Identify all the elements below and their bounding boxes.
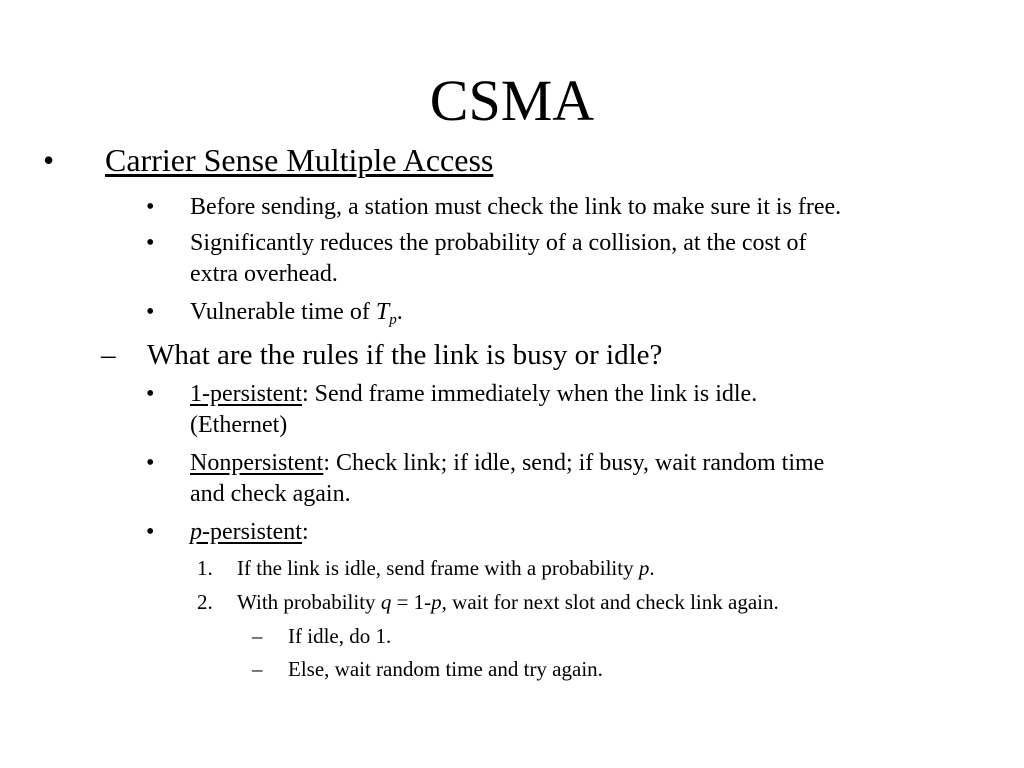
slide-title: CSMA <box>429 68 595 133</box>
step-text-part: With probability <box>237 590 381 614</box>
list-item-text <box>190 379 757 410</box>
bullet-marker: • <box>146 194 155 220</box>
list-item-text: Significantly reduces the probability of a collision, at the cost of <box>190 230 807 256</box>
text-suffix: : <box>301 519 309 545</box>
dash-marker: – <box>101 339 116 371</box>
step-text-part: If the link is idle, send frame with a probability <box>237 556 639 580</box>
list-item-text-continued: (Ethernet) <box>190 412 288 438</box>
subscript-p: p <box>389 312 397 328</box>
term-p-persistent <box>190 519 302 545</box>
list-item-text: Before sending, a station must check the link to make sure it is free. <box>190 194 842 220</box>
dash-marker: – <box>252 624 263 648</box>
bullet-marker: • <box>43 142 55 178</box>
variable-p: p <box>431 590 442 614</box>
variable-p: p <box>638 556 650 580</box>
heading-text: Carrier Sense Multiple Access <box>105 142 494 178</box>
step-text-part: = 1- <box>391 590 432 614</box>
bullet-marker: • <box>146 230 155 256</box>
list-item-text <box>190 448 824 479</box>
variable-T: T <box>375 299 390 325</box>
step-text-end: . <box>649 556 655 580</box>
list-item-text <box>190 297 403 336</box>
text-prefix: Vulnerable time of <box>190 299 376 325</box>
bullet-marker: • <box>146 450 155 476</box>
rule-text: : Check link; if idle, send; if busy, wait random time <box>323 450 825 476</box>
step-text <box>237 554 655 582</box>
list-item-text-continued: and check again. <box>190 481 351 507</box>
list-item-text-continued: extra overhead. <box>190 261 338 287</box>
term-nonpersistent: Nonpersistent <box>190 450 324 476</box>
variable-p: p <box>190 519 202 545</box>
step-number: 2. <box>197 590 213 614</box>
bullet-marker: • <box>146 299 155 325</box>
variable-q: q <box>380 590 392 614</box>
rule-text: : Send frame immediately when the link is idle. <box>301 381 758 407</box>
dash-marker: – <box>252 657 263 681</box>
term-text: -persistent <box>202 519 302 545</box>
bullet-marker: • <box>146 381 155 407</box>
sub-item-text: If idle, do 1. <box>288 624 392 648</box>
step-number: 1. <box>197 556 213 580</box>
step-text-part: , wait for next slot and check link again. <box>441 590 779 614</box>
list-item-text <box>190 517 309 548</box>
bullet-marker: • <box>146 519 155 545</box>
question-text: What are the rules if the link is busy or idle? <box>147 339 663 371</box>
step-text <box>237 588 779 616</box>
sub-item-text: Else, wait random time and try again. <box>288 657 603 681</box>
term-1-persistent: 1-persistent <box>190 381 302 407</box>
text-suffix: . <box>396 299 403 325</box>
